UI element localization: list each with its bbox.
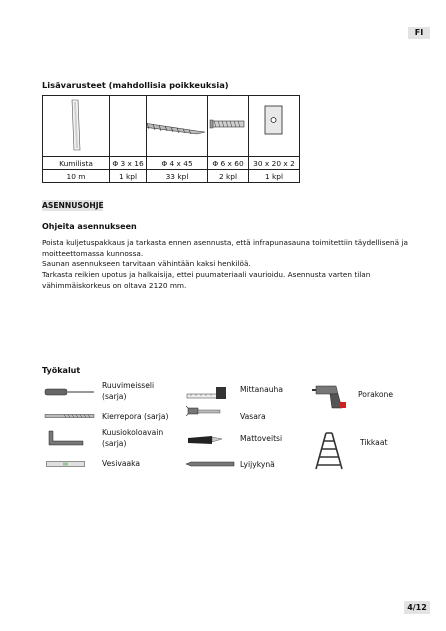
screw-small-icon xyxy=(110,96,146,154)
accessory-name: Kumilista xyxy=(43,157,110,170)
tool-label: Kuusiokoloavain (sarja) xyxy=(102,428,164,448)
tool-label: Kierrepora (sarja) xyxy=(102,412,169,421)
screwdriver-icon xyxy=(44,387,96,397)
accessories-title: Lisävarusteet (mahdollisia poikkeuksia) xyxy=(42,80,229,90)
accessories-image-row xyxy=(43,96,300,157)
hex-key-icon xyxy=(46,430,86,446)
accessory-image-cell xyxy=(43,96,110,157)
accessory-qty: 33 kpl xyxy=(147,170,208,183)
drill-bit-icon xyxy=(44,413,96,419)
accessory-name: Φ 6 x 60 xyxy=(208,157,249,170)
accessory-image-cell xyxy=(208,96,249,157)
page-number: 4/12 xyxy=(404,601,430,614)
accessory-image-cell xyxy=(110,96,147,157)
installation-badge: ASENNUSOHJE xyxy=(42,201,104,210)
tool-label: Vesivaaka xyxy=(102,459,141,468)
tool-label: Tikkaat xyxy=(360,438,388,447)
accessory-name: Φ 4 x 45 xyxy=(147,157,208,170)
accessory-image-cell xyxy=(147,96,208,157)
tool-label: Vasara xyxy=(240,412,266,421)
drill-icon xyxy=(312,382,354,412)
accessory-qty: 1 kpl xyxy=(249,170,300,183)
language-badge: FI xyxy=(408,27,430,39)
accessories-qty-row xyxy=(43,170,300,183)
accessory-qty: 10 m xyxy=(43,170,110,183)
spirit-level-icon xyxy=(46,460,86,468)
accessory-name: 30 x 20 x 2 xyxy=(249,157,300,170)
tool-label: Mittanauha xyxy=(240,385,284,394)
rubber-strip-icon xyxy=(43,96,109,154)
tool-label: Mattoveitsi xyxy=(240,434,283,443)
tool-label: Lyijykynä xyxy=(240,460,275,469)
installation-paragraph: Saunan asennukseen tarvitaan vähintään kaksi henkilöä. xyxy=(42,259,251,268)
tool-label: Ruuvimeisseli (sarja) xyxy=(102,381,155,401)
ladder-icon xyxy=(312,431,348,471)
installation-subtitle: Ohjeita asennukseen xyxy=(42,222,137,231)
screw-long-icon xyxy=(147,96,207,154)
installation-paragraph: Tarkasta reikien upotus ja halkaisija, ettei puumateriaali vaurioidu. Asennusta varten tilan vähimmäiskorkeus on oltava 2120 mm. xyxy=(42,270,371,290)
hammer-icon xyxy=(186,405,222,423)
bracket-plate-icon xyxy=(249,96,299,154)
accessories-table xyxy=(42,95,300,183)
accessory-name: Φ 3 x 16 xyxy=(110,157,147,170)
wall-plug-icon xyxy=(208,96,248,154)
pencil-icon xyxy=(186,460,236,468)
tool-label: Porakone xyxy=(358,390,393,399)
accessory-image-cell xyxy=(249,96,300,157)
accessory-qty: 1 kpl xyxy=(110,170,147,183)
accessory-qty: 2 kpl xyxy=(208,170,249,183)
measuring-tape-icon xyxy=(186,386,236,400)
tools-title: Työkalut xyxy=(42,366,81,375)
accessories-name-row xyxy=(43,157,300,170)
utility-knife-icon xyxy=(186,434,226,446)
installation-paragraph: Poista kuljetuspakkaus ja tarkasta ennen asennusta, että infrapunasauna toimitettiin täydellisenä ja moitteettomassa kunnossa. xyxy=(42,238,408,258)
